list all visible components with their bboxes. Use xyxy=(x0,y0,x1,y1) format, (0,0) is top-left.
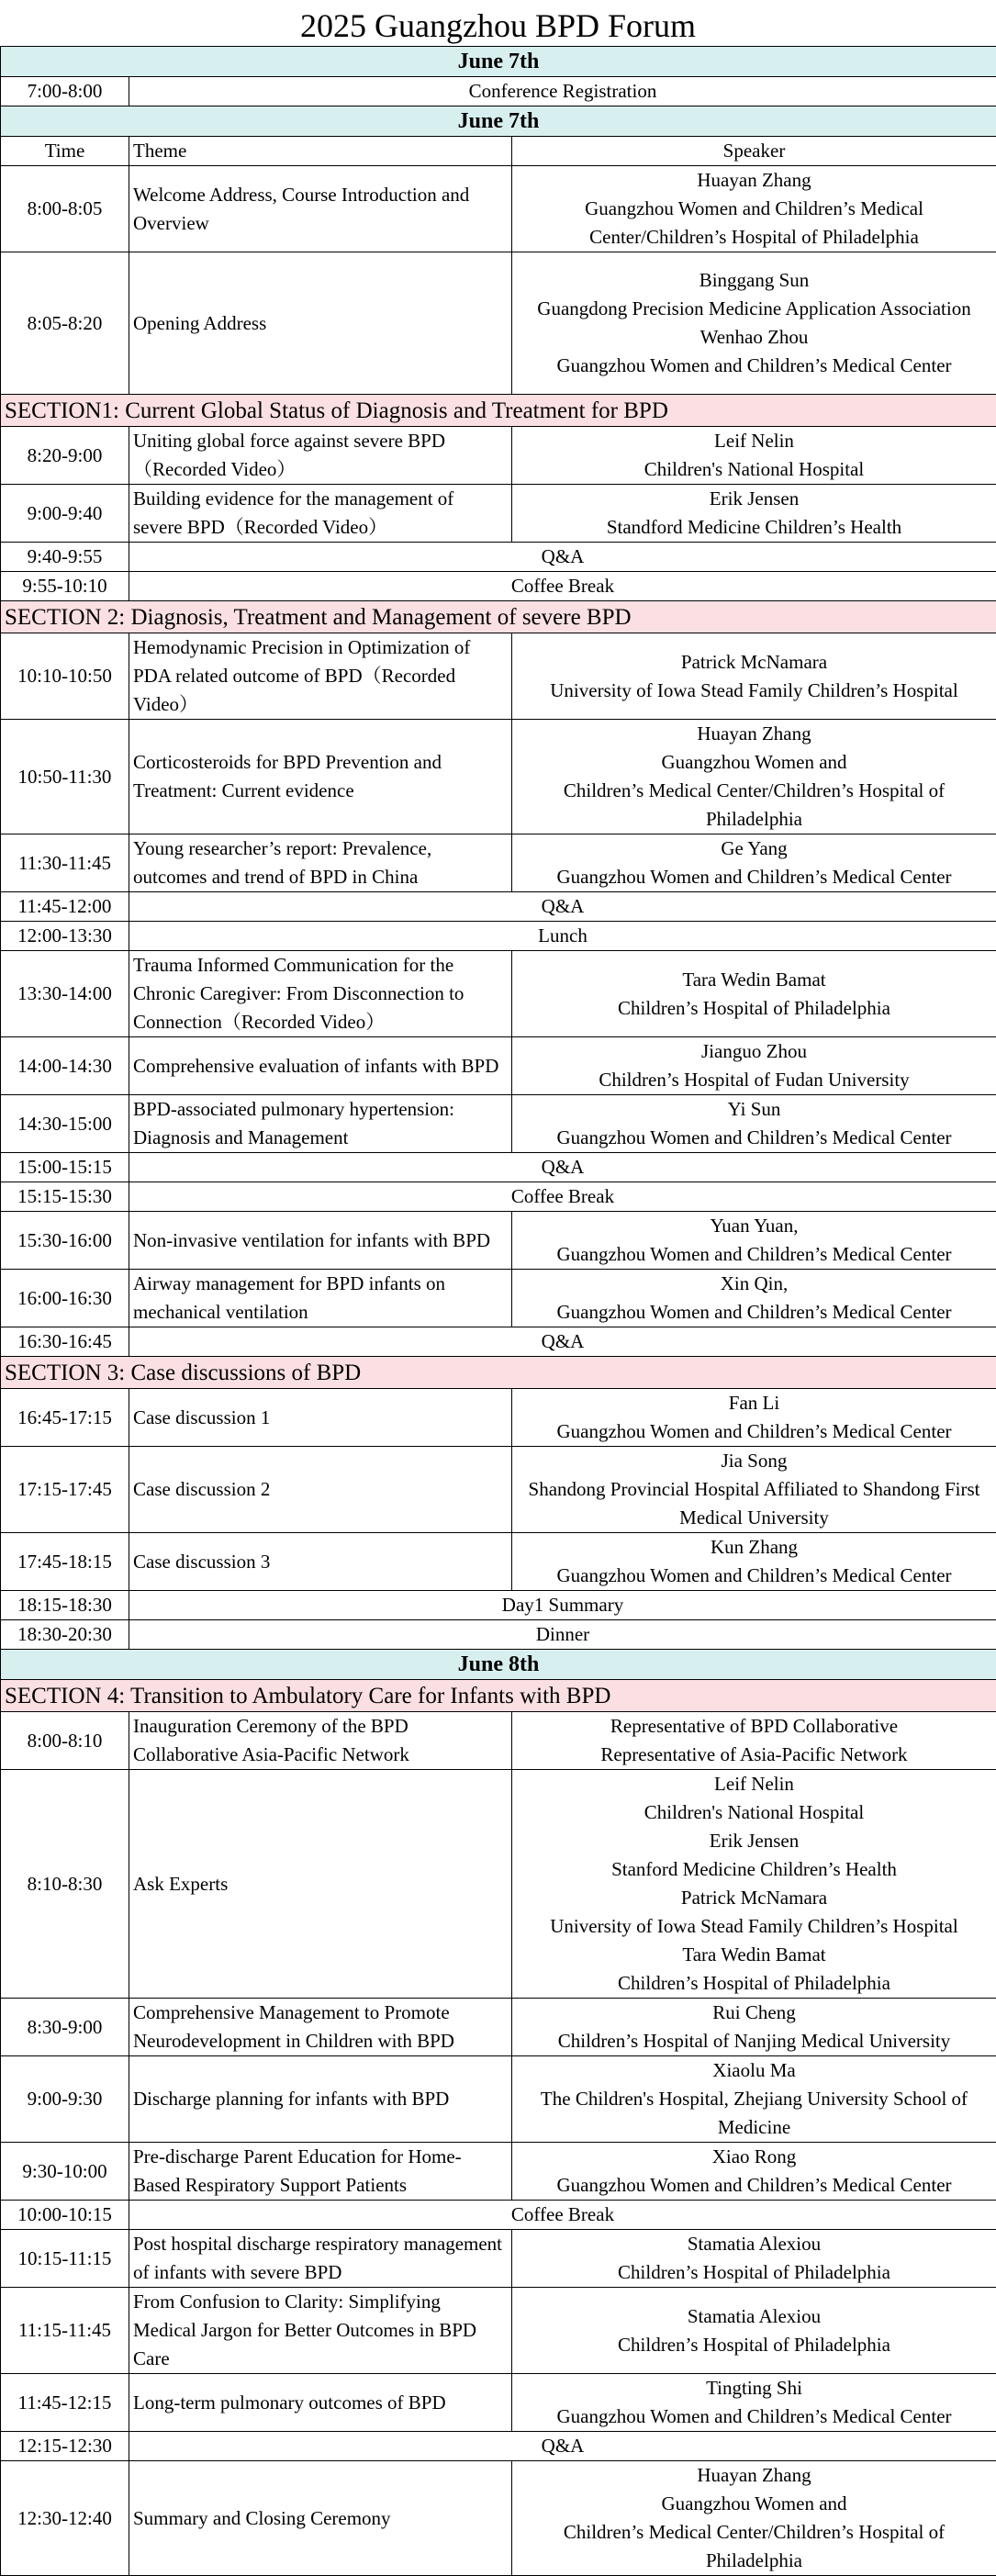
session-time: 8:30-9:00 xyxy=(1,1999,129,2056)
session-speaker: Leif Nelin Children's National Hospital xyxy=(512,427,996,485)
session-time: 9:55-10:10 xyxy=(1,572,129,601)
session-theme: Post hospital discharge respiratory management of infants with severe BPD xyxy=(129,2230,512,2288)
session-time: 8:05-8:20 xyxy=(1,252,129,395)
break-label: Coffee Break xyxy=(129,1182,996,1212)
section-header-row xyxy=(1,1680,996,1712)
break-row xyxy=(1,572,996,601)
session-theme: Non-invasive ventilation for infants with BPD xyxy=(129,1212,512,1270)
session-speaker: Tingting Shi Guangzhou Women and Children’s Medical Center xyxy=(512,2374,996,2432)
session-row xyxy=(1,1212,996,1270)
schedule-body xyxy=(1,47,996,2576)
day-header-row xyxy=(1,47,996,77)
day-label: June 7th xyxy=(1,106,996,137)
session-row xyxy=(1,2143,996,2201)
session-row xyxy=(1,1999,996,2056)
session-speaker: Yi Sun Guangzhou Women and Children’s Medical Center xyxy=(512,1095,996,1153)
session-speaker: Leif Nelin Children's National Hospital Erik Jensen Stanford Medicine Children’s Health Patrick McNamara University of Iowa Stead Family Children’s Hospital Tara Wedin Bamat Children’s Hospital of Philadelphia xyxy=(512,1770,996,1999)
session-time: 10:10-10:50 xyxy=(1,633,129,720)
session-row xyxy=(1,2374,996,2432)
session-time: 9:00-9:30 xyxy=(1,2056,129,2143)
session-time: 11:15-11:45 xyxy=(1,2288,129,2374)
column-header-time: Time xyxy=(1,137,129,166)
session-theme: Long-term pulmonary outcomes of BPD xyxy=(129,2374,512,2432)
break-label: Conference Registration xyxy=(129,77,996,106)
session-theme: Case discussion 3 xyxy=(129,1533,512,1591)
session-row xyxy=(1,1389,996,1447)
session-speaker: Binggang Sun Guangdong Precision Medicine Application Association Wenhao Zhou Guangzhou Women and Children’s Medical Center xyxy=(512,252,996,395)
session-theme: Opening Address xyxy=(129,252,512,395)
break-row xyxy=(1,2201,996,2230)
session-time: 8:00-8:05 xyxy=(1,166,129,252)
section-title: SECTION 3: Case discussions of BPD xyxy=(1,1357,996,1389)
session-row xyxy=(1,166,996,252)
session-speaker: Representative of BPD Collaborative Representative of Asia-Pacific Network xyxy=(512,1712,996,1770)
break-row xyxy=(1,1182,996,1212)
break-label: Coffee Break xyxy=(129,2201,996,2230)
session-speaker: Yuan Yuan, Guangzhou Women and Children’s Medical Center xyxy=(512,1212,996,1270)
session-time: 17:45-18:15 xyxy=(1,1533,129,1591)
session-time: 11:45-12:00 xyxy=(1,892,129,922)
session-row xyxy=(1,951,996,1037)
day-header-row xyxy=(1,106,996,137)
break-row xyxy=(1,922,996,951)
session-time: 15:30-16:00 xyxy=(1,1212,129,1270)
session-row xyxy=(1,1447,996,1533)
session-row xyxy=(1,1095,996,1153)
section-header-row xyxy=(1,601,996,633)
break-row xyxy=(1,77,996,106)
session-time: 9:00-9:40 xyxy=(1,485,129,543)
session-time: 15:15-15:30 xyxy=(1,1182,129,1212)
session-theme: From Confusion to Clarity: Simplifying Medical Jargon for Better Outcomes in BPD Care xyxy=(129,2288,512,2374)
session-time: 12:00-13:30 xyxy=(1,922,129,951)
session-speaker: Ge Yang Guangzhou Women and Children’s Medical Center xyxy=(512,834,996,892)
session-time: 7:00-8:00 xyxy=(1,77,129,106)
day-label: June 8th xyxy=(1,1650,996,1680)
session-row xyxy=(1,720,996,834)
session-time: 16:45-17:15 xyxy=(1,1389,129,1447)
session-speaker: Erik Jensen Standford Medicine Children’s Health xyxy=(512,485,996,543)
session-speaker: Patrick McNamara University of Iowa Stead Family Children’s Hospital xyxy=(512,633,996,720)
session-theme: BPD-associated pulmonary hypertension: Diagnosis and Management xyxy=(129,1095,512,1153)
session-theme: Summary and Closing Ceremony xyxy=(129,2461,512,2576)
break-label: Day1 Summary xyxy=(129,1591,996,1620)
break-row xyxy=(1,1591,996,1620)
break-row xyxy=(1,1620,996,1650)
break-row xyxy=(1,2432,996,2461)
day-header-row xyxy=(1,1650,996,1680)
session-time: 8:00-8:10 xyxy=(1,1712,129,1770)
session-theme: Young researcher’s report: Prevalence, outcomes and trend of BPD in China xyxy=(129,834,512,892)
session-theme: Inauguration Ceremony of the BPD Collaborative Asia-Pacific Network xyxy=(129,1712,512,1770)
break-row xyxy=(1,1153,996,1182)
session-time: 12:15-12:30 xyxy=(1,2432,129,2461)
session-row xyxy=(1,2288,996,2374)
session-theme: Hemodynamic Precision in Optimization of PDA related outcome of BPD（Recorded Video） xyxy=(129,633,512,720)
session-time: 14:00-14:30 xyxy=(1,1037,129,1095)
break-label: Q&A xyxy=(129,1153,996,1182)
day-label: June 7th xyxy=(1,47,996,77)
session-speaker: Fan Li Guangzhou Women and Children’s Medical Center xyxy=(512,1389,996,1447)
break-row xyxy=(1,892,996,922)
session-time: 18:30-20:30 xyxy=(1,1620,129,1650)
break-row xyxy=(1,543,996,572)
session-speaker: Stamatia Alexiou Children’s Hospital of Philadelphia xyxy=(512,2288,996,2374)
section-title: SECTION 2: Diagnosis, Treatment and Management of severe BPD xyxy=(1,601,996,633)
session-row xyxy=(1,252,996,395)
session-theme: Building evidence for the management of severe BPD（Recorded Video） xyxy=(129,485,512,543)
break-label: Q&A xyxy=(129,892,996,922)
session-time: 15:00-15:15 xyxy=(1,1153,129,1182)
session-theme: Trauma Informed Communication for the Chronic Caregiver: From Disconnection to Connection（Recorded Video） xyxy=(129,951,512,1037)
session-speaker: Huayan Zhang Guangzhou Women and Children’s Medical Center/Children’s Hospital of Philadelphia xyxy=(512,166,996,252)
session-row xyxy=(1,427,996,485)
session-time: 14:30-15:00 xyxy=(1,1095,129,1153)
session-time: 10:50-11:30 xyxy=(1,720,129,834)
session-time: 18:15-18:30 xyxy=(1,1591,129,1620)
break-row xyxy=(1,1327,996,1357)
session-speaker: Huayan Zhang Guangzhou Women and Children’s Medical Center/Children’s Hospital of Philadelphia xyxy=(512,2461,996,2576)
session-row xyxy=(1,2230,996,2288)
session-row xyxy=(1,633,996,720)
session-time: 10:15-11:15 xyxy=(1,2230,129,2288)
session-theme: Airway management for BPD infants on mechanical ventilation xyxy=(129,1270,512,1327)
session-theme: Welcome Address, Course Introduction and Overview xyxy=(129,166,512,252)
session-row xyxy=(1,2056,996,2143)
session-row xyxy=(1,1533,996,1591)
session-row xyxy=(1,1712,996,1770)
session-speaker: Xiao Rong Guangzhou Women and Children’s Medical Center xyxy=(512,2143,996,2201)
session-theme: Discharge planning for infants with BPD xyxy=(129,2056,512,2143)
session-speaker: Xin Qin, Guangzhou Women and Children’s Medical Center xyxy=(512,1270,996,1327)
session-speaker: Rui Cheng Children’s Hospital of Nanjing Medical University xyxy=(512,1999,996,2056)
page-title: 2025 Guangzhou BPD Forum xyxy=(0,0,996,46)
session-theme: Comprehensive Management to Promote Neurodevelopment in Children with BPD xyxy=(129,1999,512,2056)
section-header-row xyxy=(1,395,996,427)
session-speaker: Huayan Zhang Guangzhou Women and Children’s Medical Center/Children’s Hospital of Philadelphia xyxy=(512,720,996,834)
break-label: Lunch xyxy=(129,922,996,951)
session-time: 8:20-9:00 xyxy=(1,427,129,485)
session-speaker: Tara Wedin Bamat Children’s Hospital of Philadelphia xyxy=(512,951,996,1037)
session-theme: Corticosteroids for BPD Prevention and Treatment: Current evidence xyxy=(129,720,512,834)
section-title: SECTION1: Current Global Status of Diagnosis and Treatment for BPD xyxy=(1,395,996,427)
session-time: 11:30-11:45 xyxy=(1,834,129,892)
session-theme: Ask Experts xyxy=(129,1770,512,1999)
session-speaker: Kun Zhang Guangzhou Women and Children’s Medical Center xyxy=(512,1533,996,1591)
session-row xyxy=(1,1270,996,1327)
session-row xyxy=(1,834,996,892)
session-theme: Case discussion 2 xyxy=(129,1447,512,1533)
break-label: Coffee Break xyxy=(129,572,996,601)
section-title: SECTION 4: Transition to Ambulatory Care for Infants with BPD xyxy=(1,1680,996,1712)
session-time: 8:10-8:30 xyxy=(1,1770,129,1999)
session-theme: Case discussion 1 xyxy=(129,1389,512,1447)
break-label: Q&A xyxy=(129,543,996,572)
break-label: Dinner xyxy=(129,1620,996,1650)
session-time: 13:30-14:00 xyxy=(1,951,129,1037)
session-speaker: Xiaolu Ma The Children's Hospital, Zhejiang University School of Medicine xyxy=(512,2056,996,2143)
session-row xyxy=(1,2461,996,2576)
session-speaker: Jia Song Shandong Provincial Hospital Affiliated to Shandong First Medical University xyxy=(512,1447,996,1533)
session-time: 9:40-9:55 xyxy=(1,543,129,572)
session-time: 9:30-10:00 xyxy=(1,2143,129,2201)
session-time: 12:30-12:40 xyxy=(1,2461,129,2576)
session-time: 11:45-12:15 xyxy=(1,2374,129,2432)
session-time: 10:00-10:15 xyxy=(1,2201,129,2230)
session-theme: Pre-discharge Parent Education for Home-Based Respiratory Support Patients xyxy=(129,2143,512,2201)
session-speaker: Stamatia Alexiou Children’s Hospital of Philadelphia xyxy=(512,2230,996,2288)
column-header-speaker: Speaker xyxy=(512,137,996,166)
session-theme: Uniting global force against severe BPD（Recorded Video） xyxy=(129,427,512,485)
schedule-table xyxy=(0,46,996,2576)
session-row xyxy=(1,1037,996,1095)
session-speaker: Jianguo Zhou Children’s Hospital of Fudan University xyxy=(512,1037,996,1095)
session-time: 16:00-16:30 xyxy=(1,1270,129,1327)
section-header-row xyxy=(1,1357,996,1389)
column-header-row xyxy=(1,137,996,166)
session-theme: Comprehensive evaluation of infants with BPD xyxy=(129,1037,512,1095)
break-label: Q&A xyxy=(129,2432,996,2461)
session-row xyxy=(1,485,996,543)
column-header-theme: Theme xyxy=(129,137,512,166)
session-row xyxy=(1,1770,996,1999)
session-time: 17:15-17:45 xyxy=(1,1447,129,1533)
session-time: 16:30-16:45 xyxy=(1,1327,129,1357)
break-label: Q&A xyxy=(129,1327,996,1357)
